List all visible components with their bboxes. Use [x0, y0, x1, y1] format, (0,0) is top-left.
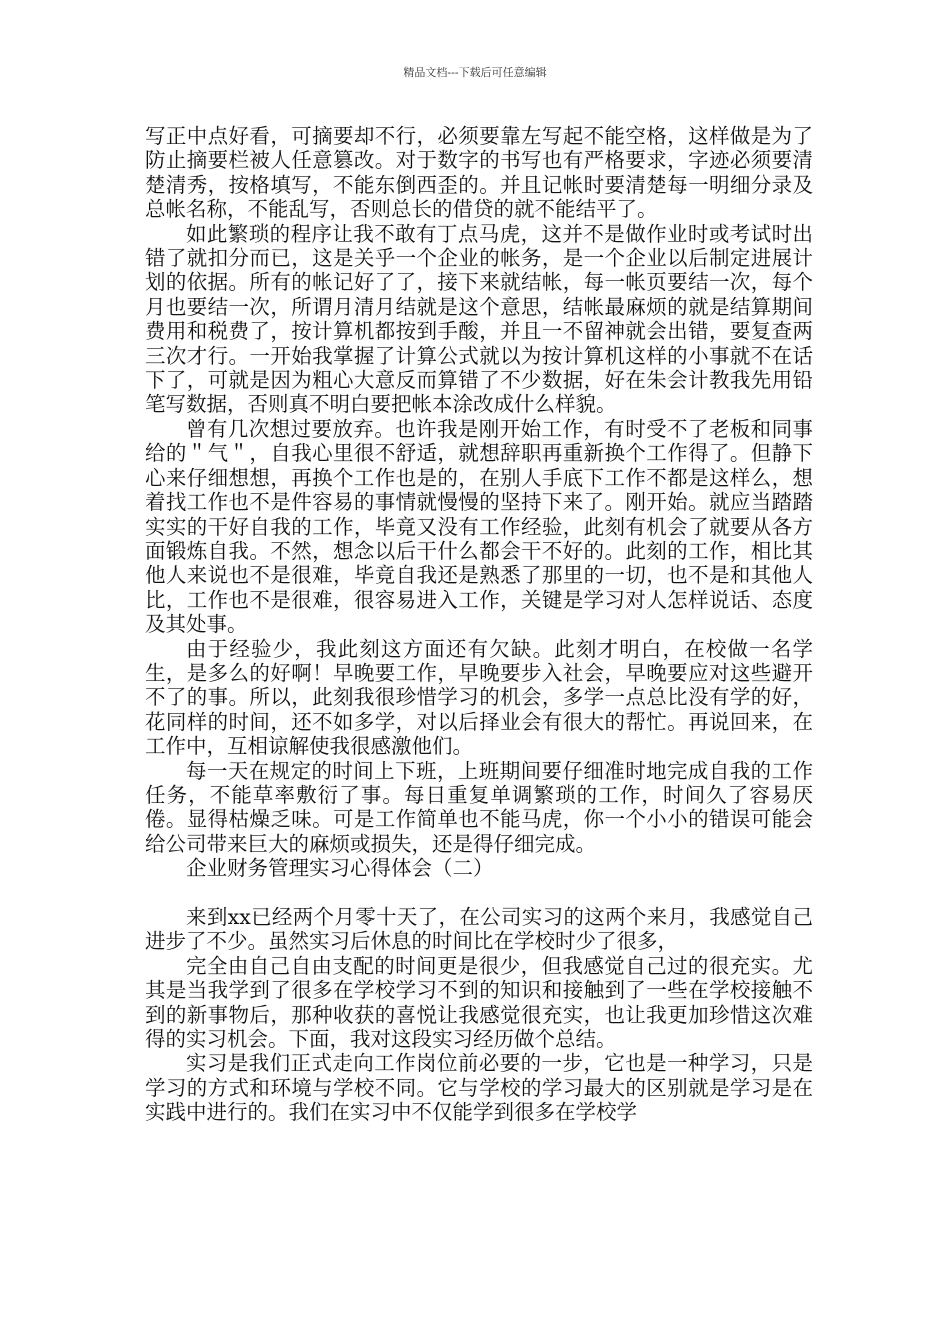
document-body: [145, 124, 813, 1125]
paragraph: 实习是我们正式走向工作岗位前必要的一步，它也是一种学习，只是学习的方式和环境与学校不同。它与学校的学习最大的区别就是学习是在实践中进行的。我们在实习中不仅能学到很多在学校学: [145, 1051, 813, 1125]
paragraph: 曾有几次想过要放弃。也许我是刚开始工作，有时受不了老板和同事给的＂气＂，自我心里很不舒适，就想辞职再重新换个工作得了。但静下心来仔细想想，再换个工作也是的，在别人手底下工作不都是这样么，想着找工作也不是件容易的事情就慢慢的坚持下来了。刚开始。就应当踏踏实实的干好自我的工作，毕竟又没有工作经验，此刻有机会了就要从各方面锻炼自我。不然，想念以后干什么都会干不好的。此刻的工作，相比其他人来说也不是很难，毕竟自我还是熟悉了那里的一切，也不是和其他人比，工作也不是很难，很容易进入工作，关键是学习对人怎样说话、态度及其处事。: [145, 416, 813, 637]
paragraph: 由于经验少，我此刻这方面还有欠缺。此刻才明白，在校做一名学生，是多么的好啊！早晚要工作，早晚要步入社会，早晚要应对这些避开不了的事。所以，此刻我很珍惜学习的机会，多学一点总比没有学的好，花同样的时间，还不如多学，对以后择业会有很大的帮忙。再说回来，在工作中，互相谅解使我很感激他们。: [145, 636, 813, 759]
paragraph: 写正中点好看，可摘要却不行，必须要靠左写起不能空格，这样做是为了防止摘要栏被人任意篡改。对于数字的书写也有严格要求，字迹必须要清楚清秀，按格填写，不能东倒西歪的。并且记帐时要清楚每一明细分录及总帐名称，不能乱写，否则总长的借贷的就不能结平了。: [145, 124, 813, 222]
paragraph: 如此繁琐的程序让我不敢有丁点马虎，这并不是做作业时或考试时出错了就扣分而已，这是关乎一个企业的帐务，是一个企业以后制定进展计划的依据。所有的帐记好了了，接下来就结帐，每一帐页要结一次，每个月也要结一次，所谓月清月结就是这个意思，结帐最麻烦的就是结算期间费用和税费了，按计算机都按到手酸，并且一不留神就会出错，要复查两三次才行。一开始我掌握了计算公式就以为按计算机这样的小事就不在话下了，可就是因为粗心大意反而算错了不少数据，好在朱会计教我先用铅笔写数据，否则真不明白要把帐本涂改成什么样貌。: [145, 221, 813, 417]
section-title: 企业财务管理实习心得体会（二）: [186, 856, 494, 881]
paragraph: 每一天在规定的时间上下班，上班期间要仔细准时地完成自我的工作任务，不能草率敷衍了事。每日重复单调繁琐的工作，时间久了容易厌倦。显得枯燥乏味。可是工作简单也不能马虎，你一个小小的错误可能会给公司带来巨大的麻烦或损失，还是得仔细完成。: [145, 758, 813, 856]
paragraph: 来到xx已经两个月零十天了，在公司实习的这两个来月，我感觉自己进步了不少。虽然实习后休息的时间比在学校时少了很多，: [145, 904, 813, 954]
paragraph: 完全由自己自由支配的时间更是很少，但我感觉自己过的很充实。尤其是当我学到了很多在学校学习不到的知识和接触到了一些在学校接触不到的新事物后，那种收获的喜悦让我感觉很充实，也让我更加珍惜这次难得的实习机会。下面，我对这段实习经历做个总结。: [145, 953, 813, 1052]
page-header: 精品文档---下载后可任意编辑: [403, 66, 547, 79]
